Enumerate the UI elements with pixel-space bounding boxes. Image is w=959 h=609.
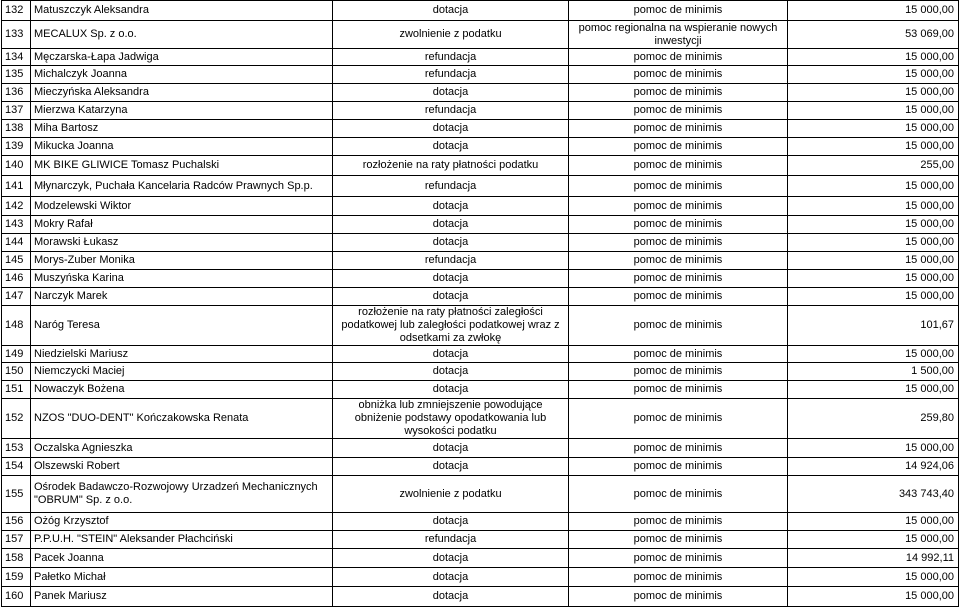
cell-type: pomoc de minimis [569, 102, 788, 120]
cell-lp: 134 [2, 49, 31, 66]
cell-type: pomoc de minimis [569, 399, 788, 439]
table-row [2, 1, 959, 21]
table-row [2, 381, 959, 399]
cell-name: Niemczycki Maciej [31, 363, 333, 381]
cell-form: zwolnienie z podatku [333, 476, 569, 513]
table-row [2, 138, 959, 156]
cell-lp: 137 [2, 102, 31, 120]
cell-type: pomoc de minimis [569, 234, 788, 252]
cell-lp: 149 [2, 346, 31, 363]
cell-form: dotacja [333, 270, 569, 288]
cell-amount: 15 000,00 [788, 587, 959, 607]
cell-amount: 15 000,00 [788, 252, 959, 270]
cell-amount: 15 000,00 [788, 197, 959, 216]
cell-lp: 151 [2, 381, 31, 399]
cell-name: P.P.U.H. "STEIN" Aleksander Płachciński [31, 531, 333, 549]
table-row [2, 568, 959, 587]
cell-type: pomoc de minimis [569, 49, 788, 66]
table-row [2, 458, 959, 476]
cell-form: dotacja [333, 458, 569, 476]
cell-form: dotacja [333, 84, 569, 102]
cell-form: refundacja [333, 531, 569, 549]
cell-form: dotacja [333, 381, 569, 399]
cell-lp: 135 [2, 66, 31, 84]
cell-lp: 147 [2, 288, 31, 306]
cell-form: dotacja [333, 568, 569, 587]
cell-form: rozłożenie na raty płatności podatku [333, 156, 569, 176]
table-body [2, 1, 959, 607]
table-row [2, 21, 959, 49]
cell-type: pomoc de minimis [569, 381, 788, 399]
cell-amount: 15 000,00 [788, 568, 959, 587]
cell-form: refundacja [333, 102, 569, 120]
cell-name: Muszyńska Karina [31, 270, 333, 288]
cell-amount: 259,80 [788, 399, 959, 439]
cell-lp: 140 [2, 156, 31, 176]
cell-amount: 15 000,00 [788, 120, 959, 138]
cell-type: pomoc de minimis [569, 439, 788, 458]
cell-name: Niedzielski Mariusz [31, 346, 333, 363]
cell-amount: 255,00 [788, 156, 959, 176]
table-row [2, 587, 959, 607]
cell-lp: 158 [2, 549, 31, 568]
table-row [2, 234, 959, 252]
table-row [2, 252, 959, 270]
cell-name: Naróg Teresa [31, 306, 333, 346]
cell-lp: 152 [2, 399, 31, 439]
cell-name: MECALUX Sp. z o.o. [31, 21, 333, 49]
cell-lp: 150 [2, 363, 31, 381]
table-row [2, 197, 959, 216]
cell-lp: 139 [2, 138, 31, 156]
cell-amount: 15 000,00 [788, 346, 959, 363]
cell-lp: 146 [2, 270, 31, 288]
cell-name: Morys-Zuber Monika [31, 252, 333, 270]
cell-lp: 153 [2, 439, 31, 458]
table-row [2, 156, 959, 176]
cell-lp: 144 [2, 234, 31, 252]
table-row [2, 531, 959, 549]
cell-type: pomoc de minimis [569, 346, 788, 363]
cell-form: dotacja [333, 587, 569, 607]
cell-amount: 15 000,00 [788, 531, 959, 549]
cell-amount: 15 000,00 [788, 138, 959, 156]
table-row [2, 363, 959, 381]
cell-form: dotacja [333, 513, 569, 531]
cell-form: dotacja [333, 234, 569, 252]
cell-type: pomoc de minimis [569, 458, 788, 476]
cell-lp: 132 [2, 1, 31, 21]
cell-form: dotacja [333, 216, 569, 234]
cell-name: Mikucka Joanna [31, 138, 333, 156]
cell-lp: 157 [2, 531, 31, 549]
cell-type: pomoc de minimis [569, 568, 788, 587]
cell-type: pomoc de minimis [569, 549, 788, 568]
cell-name: Panek Mariusz [31, 587, 333, 607]
cell-name: Miha Bartosz [31, 120, 333, 138]
cell-amount: 15 000,00 [788, 84, 959, 102]
cell-lp: 136 [2, 84, 31, 102]
cell-amount: 15 000,00 [788, 102, 959, 120]
cell-lp: 156 [2, 513, 31, 531]
cell-form: dotacja [333, 1, 569, 21]
table-row [2, 399, 959, 439]
cell-amount: 15 000,00 [788, 176, 959, 197]
cell-lp: 138 [2, 120, 31, 138]
cell-name: Olszewski Robert [31, 458, 333, 476]
cell-type: pomoc de minimis [569, 476, 788, 513]
cell-form: dotacja [333, 138, 569, 156]
cell-type: pomoc de minimis [569, 1, 788, 21]
cell-type: pomoc de minimis [569, 513, 788, 531]
cell-lp: 159 [2, 568, 31, 587]
cell-form: dotacja [333, 197, 569, 216]
cell-name: Pacek Joanna [31, 549, 333, 568]
cell-amount: 15 000,00 [788, 66, 959, 84]
cell-name: Pałetko Michał [31, 568, 333, 587]
cell-form: dotacja [333, 120, 569, 138]
table-row [2, 476, 959, 513]
cell-type: pomoc de minimis [569, 270, 788, 288]
cell-form: rozłożenie na raty płatności zaległości podatkowej lub zaległości podatkowej wraz z odsetkami za zwłokę [333, 306, 569, 346]
cell-lp: 142 [2, 197, 31, 216]
cell-amount: 15 000,00 [788, 1, 959, 21]
cell-name: Narczyk Marek [31, 288, 333, 306]
table-row [2, 84, 959, 102]
table-row [2, 102, 959, 120]
cell-type: pomoc de minimis [569, 66, 788, 84]
cell-type: pomoc de minimis [569, 288, 788, 306]
cell-type: pomoc de minimis [569, 84, 788, 102]
cell-type: pomoc de minimis [569, 156, 788, 176]
cell-name: Męczarska-Łapa Jadwiga [31, 49, 333, 66]
cell-amount: 15 000,00 [788, 234, 959, 252]
cell-lp: 148 [2, 306, 31, 346]
cell-type: pomoc de minimis [569, 138, 788, 156]
cell-lp: 160 [2, 587, 31, 607]
table-row [2, 216, 959, 234]
cell-form: obniżka lub zmniejszenie powodujące obniżenie podstawy opodatkowania lub wysokości podatku [333, 399, 569, 439]
cell-type: pomoc de minimis [569, 197, 788, 216]
cell-name: Oczalska Agnieszka [31, 439, 333, 458]
cell-name: Ożóg Krzysztof [31, 513, 333, 531]
cell-amount: 14 924,06 [788, 458, 959, 476]
cell-lp: 141 [2, 176, 31, 197]
cell-amount: 15 000,00 [788, 49, 959, 66]
cell-type: pomoc de minimis [569, 216, 788, 234]
cell-type: pomoc de minimis [569, 252, 788, 270]
cell-amount: 343 743,40 [788, 476, 959, 513]
cell-amount: 15 000,00 [788, 216, 959, 234]
table-row [2, 66, 959, 84]
cell-form: dotacja [333, 346, 569, 363]
cell-name: Mierzwa Katarzyna [31, 102, 333, 120]
table-row [2, 346, 959, 363]
cell-name: Michalczyk Joanna [31, 66, 333, 84]
aid-recipients-table [1, 0, 959, 607]
cell-type: pomoc de minimis [569, 306, 788, 346]
cell-amount: 1 500,00 [788, 363, 959, 381]
cell-name: Morawski Łukasz [31, 234, 333, 252]
cell-name: Młynarczyk, Puchała Kancelaria Radców Prawnych Sp.p. [31, 176, 333, 197]
cell-type: pomoc de minimis [569, 587, 788, 607]
cell-lp: 145 [2, 252, 31, 270]
cell-type: pomoc de minimis [569, 120, 788, 138]
cell-lp: 133 [2, 21, 31, 49]
cell-name: Ośrodek Badawczo-Rozwojowy Urzadzeń Mechanicznych "OBRUM" Sp. z o.o. [31, 476, 333, 513]
cell-form: refundacja [333, 176, 569, 197]
cell-form: refundacja [333, 252, 569, 270]
cell-form: zwolnienie z podatku [333, 21, 569, 49]
table-row [2, 306, 959, 346]
cell-amount: 15 000,00 [788, 288, 959, 306]
cell-name: Nowaczyk Bożena [31, 381, 333, 399]
cell-form: refundacja [333, 66, 569, 84]
cell-type: pomoc regionalna na wspieranie nowych inwestycji [569, 21, 788, 49]
cell-type: pomoc de minimis [569, 363, 788, 381]
cell-name: NZOS "DUO-DENT" Kończakowska Renata [31, 399, 333, 439]
cell-lp: 143 [2, 216, 31, 234]
cell-form: dotacja [333, 439, 569, 458]
cell-form: refundacja [333, 49, 569, 66]
cell-name: Mieczyńska Aleksandra [31, 84, 333, 102]
cell-type: pomoc de minimis [569, 176, 788, 197]
cell-name: Mokry Rafał [31, 216, 333, 234]
cell-amount: 15 000,00 [788, 381, 959, 399]
cell-amount: 15 000,00 [788, 439, 959, 458]
cell-type: pomoc de minimis [569, 531, 788, 549]
table-row [2, 120, 959, 138]
table-row [2, 176, 959, 197]
table-row [2, 288, 959, 306]
cell-form: dotacja [333, 288, 569, 306]
table-row [2, 439, 959, 458]
cell-lp: 154 [2, 458, 31, 476]
table-row [2, 513, 959, 531]
cell-amount: 15 000,00 [788, 513, 959, 531]
table-row [2, 49, 959, 66]
cell-form: dotacja [333, 363, 569, 381]
cell-form: dotacja [333, 549, 569, 568]
table-row [2, 549, 959, 568]
cell-amount: 14 992,11 [788, 549, 959, 568]
cell-lp: 155 [2, 476, 31, 513]
cell-name: MK BIKE GLIWICE Tomasz Puchalski [31, 156, 333, 176]
cell-name: Matuszczyk Aleksandra [31, 1, 333, 21]
cell-amount: 53 069,00 [788, 21, 959, 49]
cell-amount: 101,67 [788, 306, 959, 346]
table-row [2, 270, 959, 288]
cell-amount: 15 000,00 [788, 270, 959, 288]
cell-name: Modzelewski Wiktor [31, 197, 333, 216]
